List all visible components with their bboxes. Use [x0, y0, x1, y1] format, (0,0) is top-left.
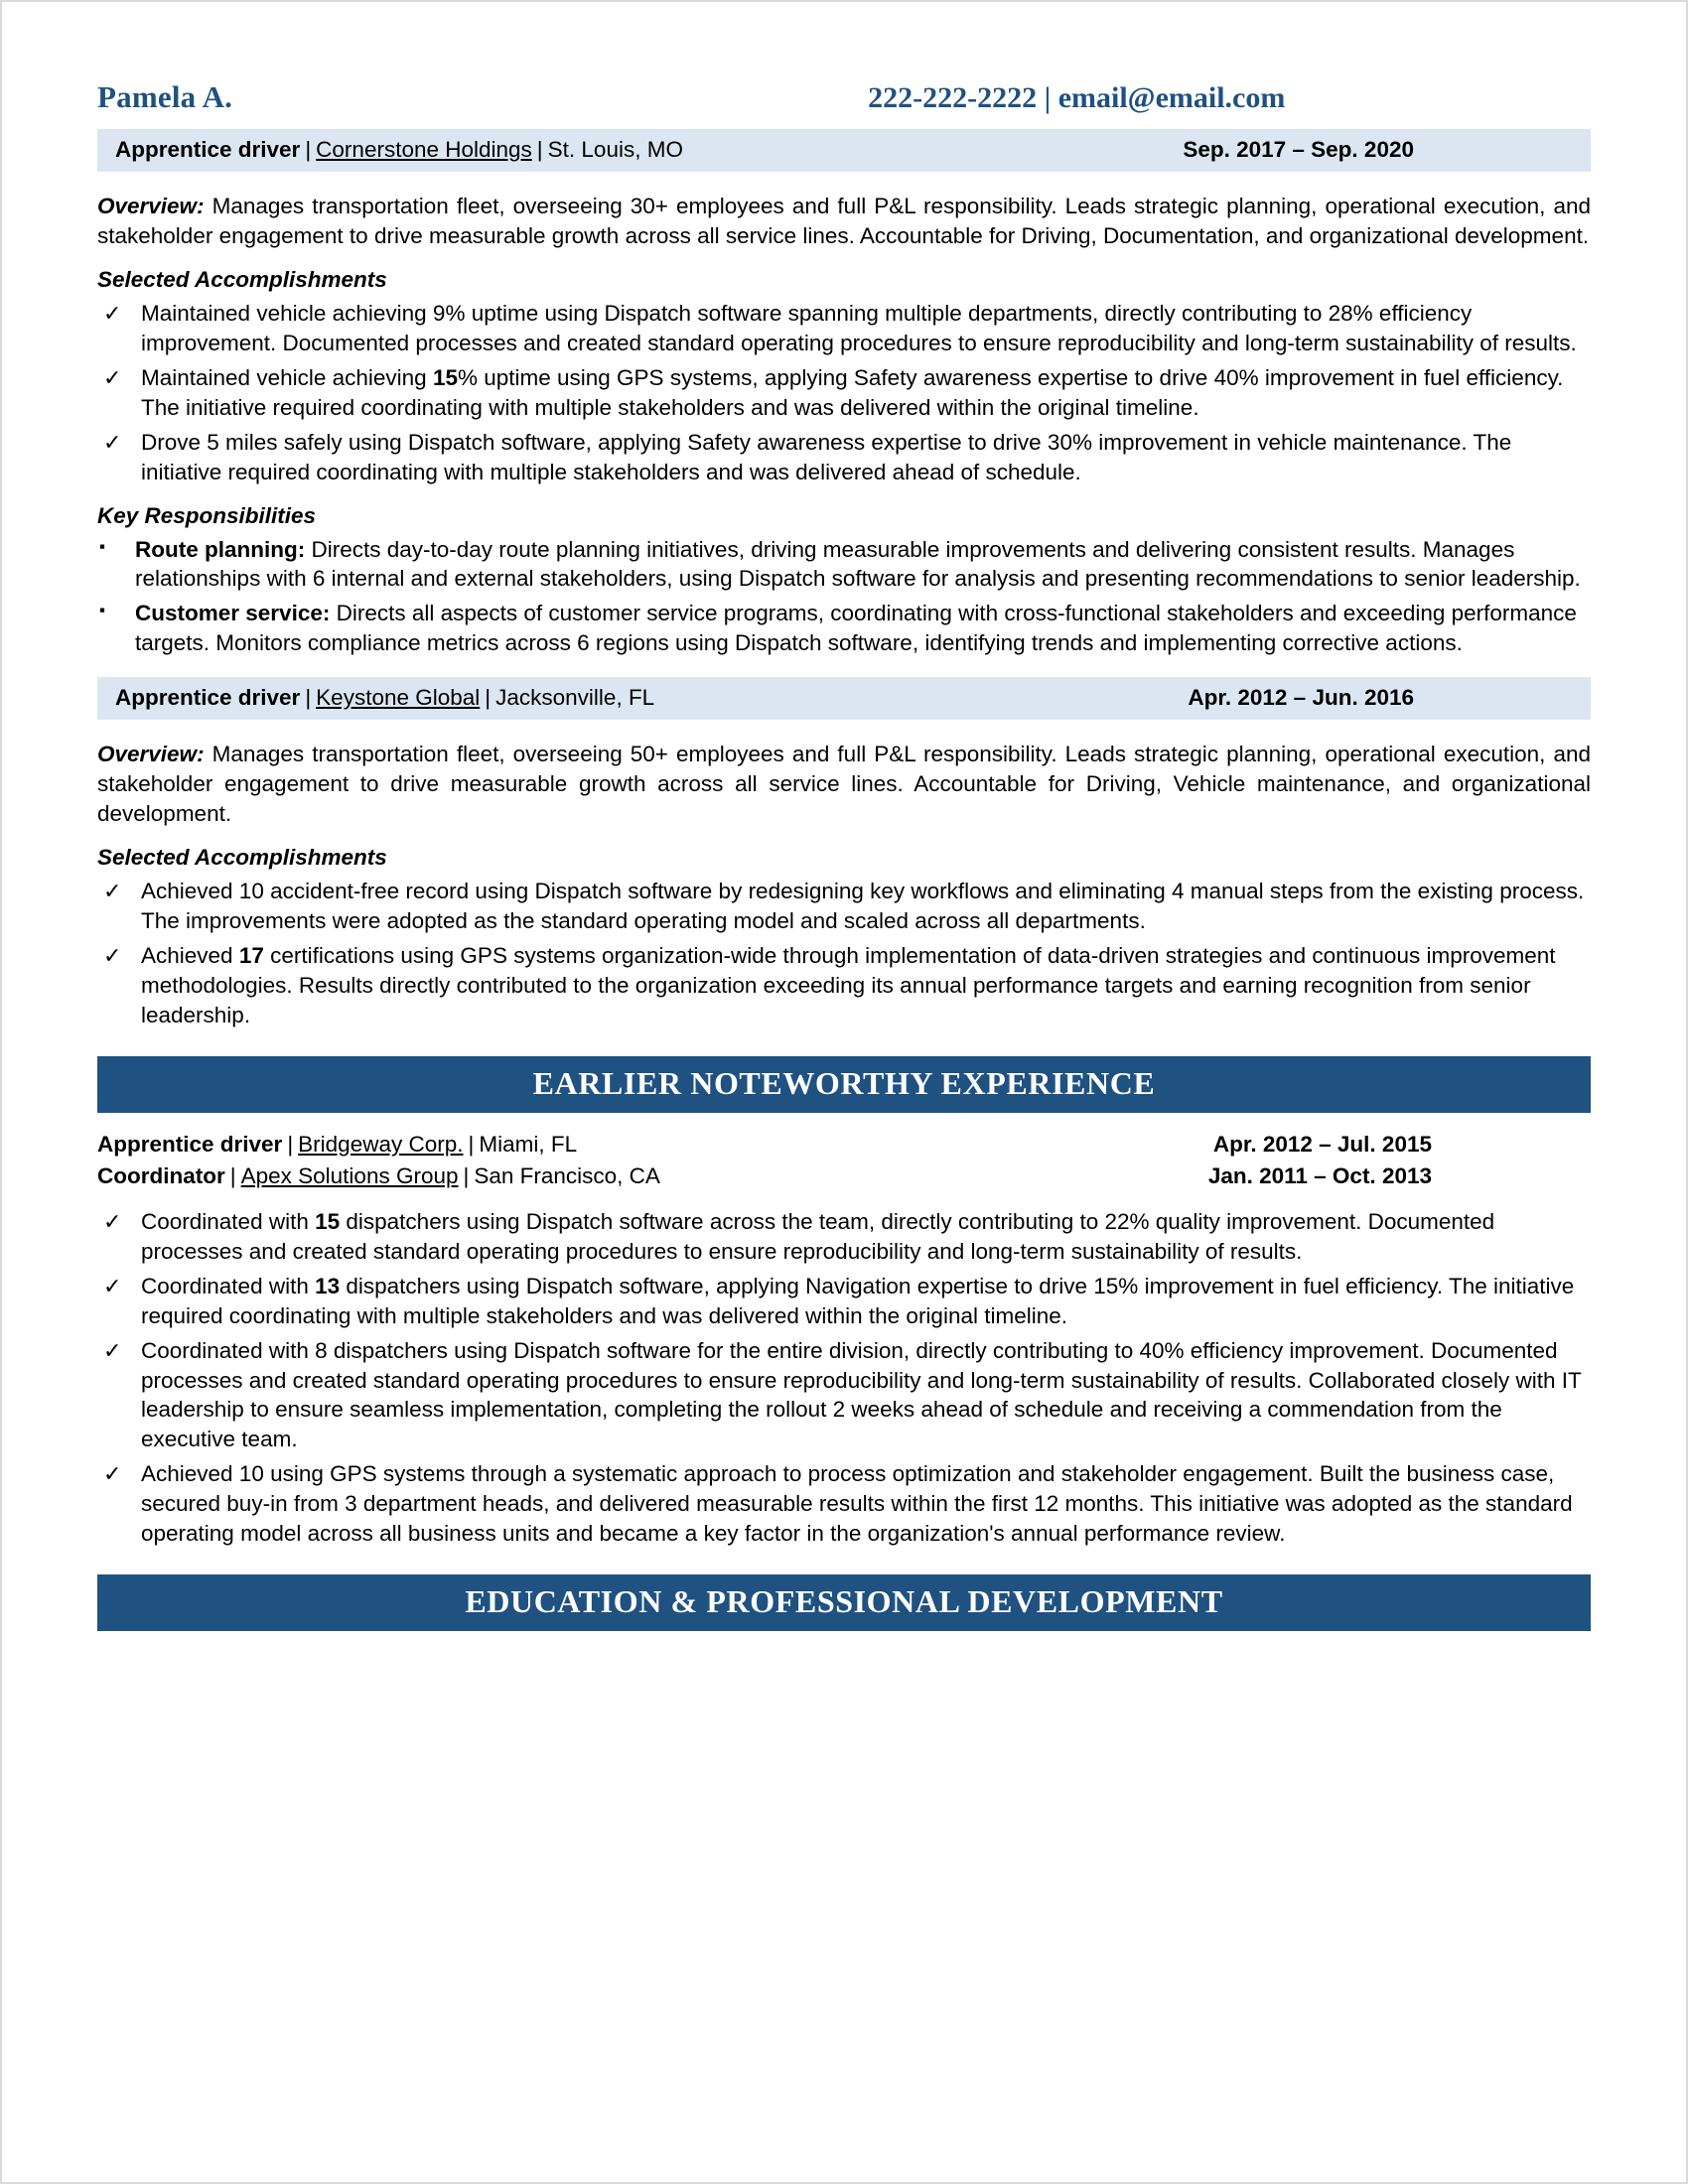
square-bullet-icon: ▪ — [99, 536, 106, 556]
bullet-pre: Coordinated with 8 dispatchers using Dispatch software for the entire division, directly contributing to 40% efficiency improvement. Documented processes and created standard operating procedures to ensure reproducibility and long-term sustainability of results. Collaborated closely with IT leadership to ensure seamless implementation, completing the rollout 2 weeks ahead of schedule and receiving a commendation from the executive team. — [141, 1337, 1582, 1452]
job-title-line — [115, 136, 683, 164]
job-company: Keystone Global — [316, 685, 481, 711]
divider: | — [485, 685, 492, 711]
check-icon: ✓ — [103, 364, 122, 390]
accomplishments-heading: Selected Accomplishments — [97, 266, 387, 292]
job-role: Apprentice driver — [115, 685, 301, 711]
list-item — [97, 877, 1591, 936]
divider: | — [287, 1131, 294, 1157]
list-item — [97, 299, 1591, 358]
job-location: San Francisco, CA — [474, 1163, 660, 1189]
bullet-post: dispatchers using Dispatch software across the team, directly contributing to 22% quality improvement. Documented processes and created standard operating procedures to ensure reproducibility and long-term sustainability of results. — [141, 1208, 1495, 1264]
check-icon: ✓ — [103, 429, 122, 455]
divider: | — [305, 137, 312, 162]
overview-text: Manages transportation fleet, overseeing 30+ employees and full P&L responsibility. Leads strategic planning, operational execution, and stakeholder engagement to drive measurable growth across all service lines. Accountable for Driving, Documentation, and organizational development. — [97, 194, 1591, 249]
accomplishments-list — [97, 299, 1591, 487]
bullet-bold: Customer service: — [135, 601, 331, 626]
check-icon: ✓ — [103, 1461, 122, 1487]
overview-text: Manages transportation fleet, overseeing 50+ employees and full P&L responsibility. Leads strategic planning, operational execution, and stakeholder engagement to drive measurable growth across all service lines. Accountable for Driving, Vehicle maintenance, and organizational development. — [97, 742, 1591, 827]
check-icon: ✓ — [103, 942, 122, 968]
table-row — [97, 1160, 1591, 1193]
responsibilities-heading: Key Responsibilities — [97, 502, 317, 528]
list-item — [97, 428, 1591, 487]
accomplishments-list — [97, 877, 1591, 1030]
bullet-bold: 15 — [315, 1208, 341, 1234]
bullet-bold: 17 — [238, 942, 264, 968]
bullet-post: % uptime using GPS systems, applying Safety awareness expertise to drive 40% improvement in fuel efficiency. The initiative required coordinating with multiple stakeholders and was delivered within the original timeline. — [141, 364, 1564, 420]
bullet-bold: 13 — [315, 1273, 341, 1298]
earlier-experience-bullets — [97, 1207, 1591, 1549]
list-item — [97, 1207, 1591, 1267]
spacer — [97, 663, 1591, 677]
job-overview — [97, 192, 1591, 251]
list-item — [97, 941, 1591, 1030]
earlier-experience-rows — [97, 1129, 1591, 1193]
bullet-bold: 15 — [432, 364, 458, 390]
divider: | — [536, 137, 543, 162]
list-item — [97, 1272, 1591, 1331]
divider: | — [463, 1163, 470, 1189]
job-overview — [97, 740, 1591, 829]
job-location: Miami, FL — [479, 1131, 578, 1157]
job-dates: Jan. 2011 – Oct. 2013 — [1207, 1163, 1432, 1189]
bullet-pre: Achieved 10 using GPS systems through a systematic approach to process optimization and stakeholder engagement. Built the business case, secured buy-in from 3 department heads, and delivered measurable results within the first 12 months. This initiative was adopted as the standard operating model across all business units and became a key factor in the organization's annual performance review. — [141, 1461, 1573, 1547]
job-dates: Apr. 2012 – Jun. 2016 — [1188, 685, 1414, 711]
job-role: Apprentice driver — [97, 1131, 283, 1157]
section-header-earlier-experience: EARLIER NOTEWORTHY EXPERIENCE — [97, 1056, 1591, 1113]
candidate-name: Pamela A. — [97, 79, 233, 114]
bullet-post: Directs day-to-day route planning initiatives, driving measurable improvements and delivering consistent results. Manages relationships with 6 internal and external stakeholders, using Dispatch software for analysis and presenting recommendations to senior leadership. — [135, 536, 1581, 592]
accomplishments-heading: Selected Accomplishments — [97, 845, 387, 871]
overview-label: Overview: — [97, 194, 205, 219]
job-company: Apex Solutions Group — [240, 1163, 459, 1189]
list-item — [97, 535, 1591, 595]
job-header-bar — [97, 677, 1591, 720]
overview-label: Overview: — [97, 742, 205, 767]
bullet-pre: Maintained vehicle achieving 9% uptime using Dispatch software spanning multiple departments, directly contributing to 28% efficiency improvement. Documented processes and created standard operating procedures to ensure reproducibility and long-term sustainability of results. — [141, 300, 1577, 355]
job-location: St. Louis, MO — [547, 137, 683, 162]
list-item — [97, 599, 1591, 658]
list-item — [97, 1336, 1591, 1455]
divider: | — [229, 1163, 236, 1189]
bullet-pre: Maintained vehicle achieving — [141, 364, 433, 390]
job-dates: Apr. 2012 – Jul. 2015 — [1212, 1131, 1432, 1157]
job-role: Coordinator — [97, 1163, 225, 1189]
bullet-pre: Coordinated with — [141, 1208, 316, 1234]
job-company: Bridgeway Corp. — [298, 1131, 464, 1157]
square-bullet-icon: ▪ — [99, 601, 106, 620]
job-header-bar — [97, 129, 1591, 172]
job-role: Apprentice driver — [115, 137, 301, 162]
bullet-pre: Achieved 10 accident-free record using Dispatch software by redesigning key workflows and eliminating 4 manual steps from the existing process. The improvements were adopted as the standard operating model and scaled across all departments. — [141, 879, 1585, 933]
spacer — [97, 1193, 1591, 1207]
check-icon: ✓ — [103, 879, 122, 904]
divider: | — [305, 685, 312, 711]
check-icon: ✓ — [103, 1337, 122, 1363]
section-header-education: EDUCATION & PROFESSIONAL DEVELOPMENT — [97, 1574, 1591, 1631]
list-item — [97, 363, 1591, 423]
job-location: Jacksonville, FL — [495, 685, 655, 711]
check-icon: ✓ — [103, 1273, 122, 1298]
bullet-bold: Route planning: — [135, 536, 306, 562]
document-header — [97, 2, 1591, 129]
bullet-pre: Coordinated with — [141, 1273, 316, 1298]
contact-info: 222-222-2222 | email@email.com — [868, 81, 1286, 114]
job-dates: Sep. 2017 – Sep. 2020 — [1183, 137, 1414, 162]
bullet-pre: Drove 5 miles safely using Dispatch software, applying Safety awareness expertise to drive 30% improvement in vehicle maintenance. The initiative required coordinating with multiple stakeholders and was delivered ahead of schedule. — [141, 429, 1512, 484]
table-row — [97, 1129, 1591, 1161]
check-icon: ✓ — [103, 1208, 122, 1234]
responsibilities-list — [97, 535, 1591, 659]
job-title-line — [115, 684, 654, 712]
divider: | — [468, 1131, 475, 1157]
job-company: Cornerstone Holdings — [316, 137, 532, 162]
bullet-post: Directs all aspects of customer service programs, coordinating with cross-functional stakeholders and exceeding performance targets. Monitors compliance metrics across 6 regions using Dispatch software, identifying trends and implementing corrective actions. — [135, 601, 1577, 656]
bullet-post: dispatchers using Dispatch software, applying Navigation expertise to drive 15% improvement in fuel efficiency. The initiative required coordinating with multiple stakeholders and was delivered within the original timeline. — [141, 1273, 1575, 1328]
check-icon: ✓ — [103, 300, 122, 326]
bullet-pre: Achieved — [141, 942, 239, 968]
list-item — [97, 1459, 1591, 1549]
bullet-post: certifications using GPS systems organization-wide through implementation of data-driven strategies and continuous improvement methodologies. Results directly contributed to the organization exceeding its annual performance targets and earning recognition from senior leadership. — [141, 942, 1556, 1027]
